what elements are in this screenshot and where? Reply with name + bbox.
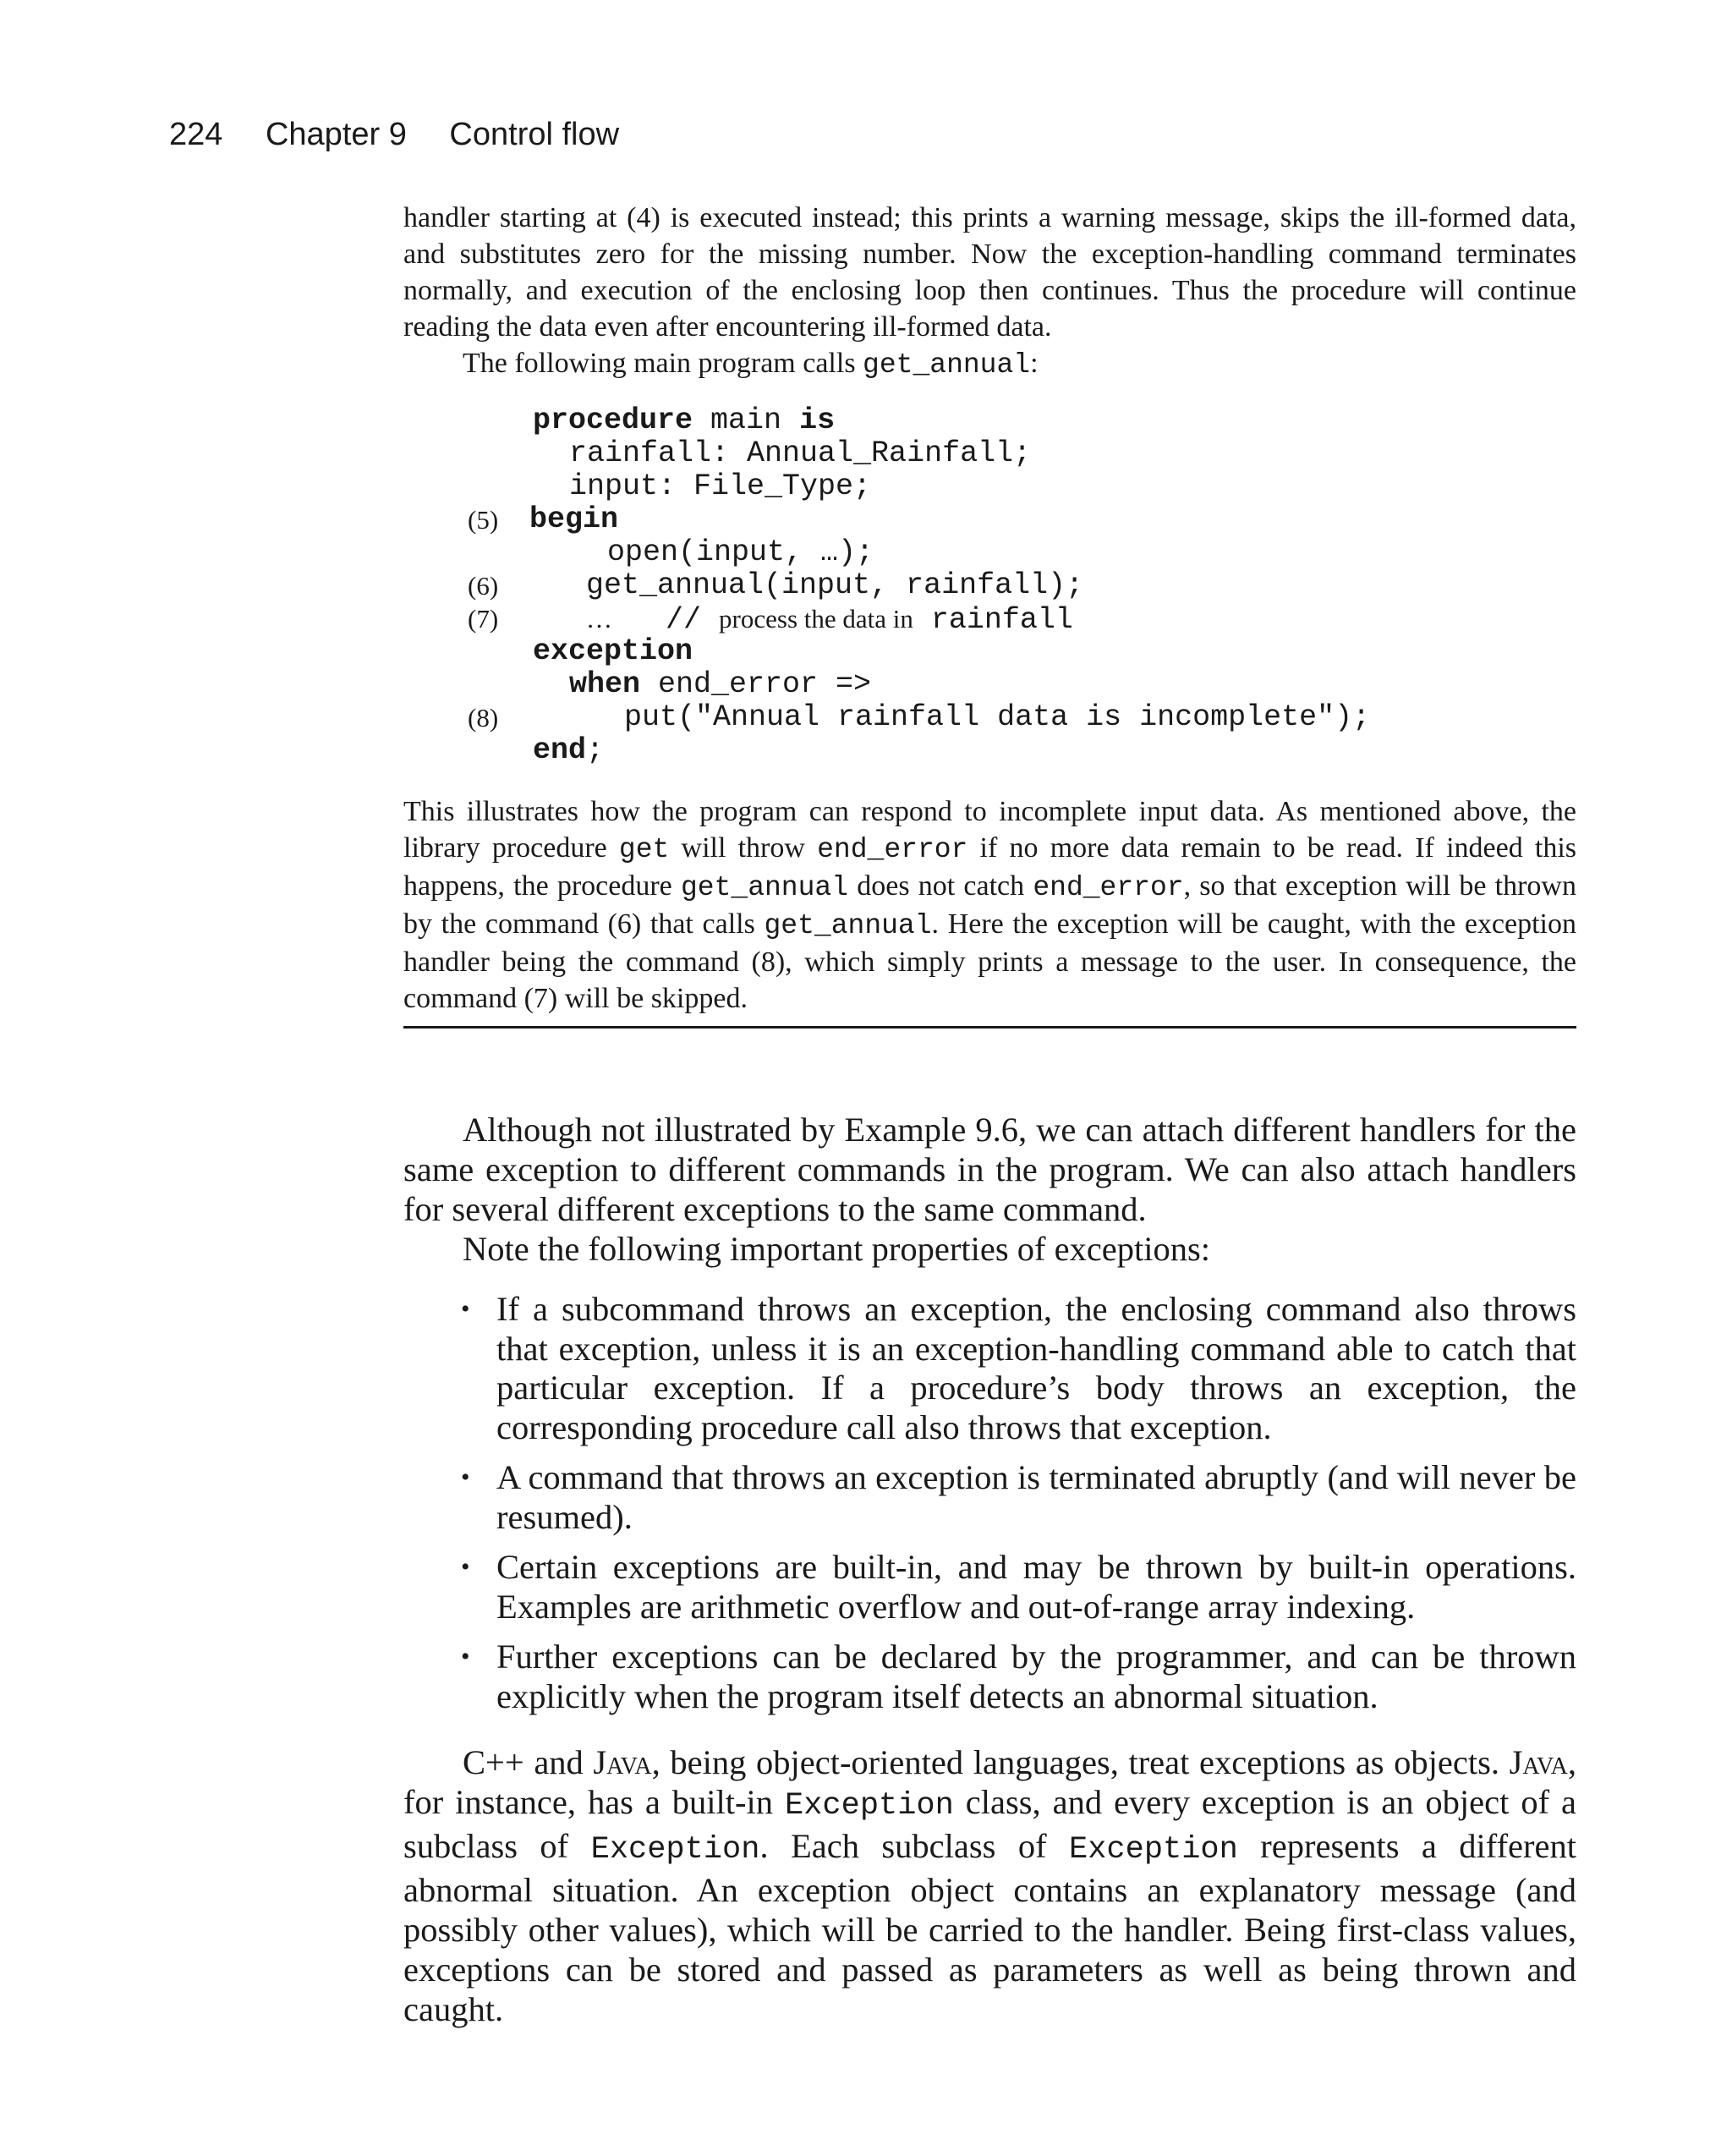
line-number: (8) [468, 703, 499, 732]
bullet-icon: • [461, 1643, 470, 1670]
running-header [169, 117, 619, 164]
inline-code: get [618, 834, 670, 865]
bullet-icon: • [461, 1295, 470, 1323]
example-conclusion [403, 793, 1576, 1017]
paragraph-main-program-intro: The following main program calls get_annual: [463, 348, 1039, 381]
code-line: (7) … // process the data in rainfall [468, 603, 1073, 637]
example-intro [403, 200, 1576, 383]
inline-code: end_error [817, 834, 968, 865]
code-keyword: begin [529, 502, 619, 536]
example-end-rule [403, 1026, 1576, 1029]
paragraph-handler-explanation: handler starting at (4) is executed instead; this prints a warning message, skips the ill-formed data, and substitutes zero for the missing number. Now the exception-handling command terminates normally, and execution of the enclosing loop then continues. Thus the procedure will continue reading the data even after encountering ill-formed data. [403, 202, 1576, 343]
body-text-final [403, 1742, 1576, 2029]
code-listing [468, 404, 1584, 767]
paragraph-java-exceptions: C++ and Java, being object-oriented languages, treat exceptions as objects. Java, for instance, has a built-in Exception class, and every exception is an object of a subclass of Exception. Each subclass of Exception represents a different abnormal situation. An exception object contains an explanatory message (and possibly other values), which will be carried to the handler. Being first-class values, exceptions can be stored and passed as parameters as well as being thrown and caught. [403, 1743, 1576, 2028]
language-name: Java [1509, 1743, 1568, 1781]
code-line: rainfall: Annual_Rainfall; [569, 436, 1032, 470]
inline-code: Exception [1069, 1832, 1238, 1868]
language-name: Java [593, 1743, 652, 1781]
bullet-icon: • [461, 1553, 470, 1581]
code-line: procedure main is [533, 403, 836, 437]
list-item: • Certain exceptions are built-in, and may be thrown by built-in operations. Examples are arithmetic overflow and out-of-range array indexing. [461, 1548, 1576, 1626]
inline-code: get_annual [680, 872, 849, 903]
code-line: input: File_Type; [569, 469, 872, 503]
code-line: end; [533, 733, 605, 767]
code-keyword: procedure [533, 403, 693, 437]
code-line: open(input, …); [607, 535, 874, 569]
inline-code: get_annual [764, 910, 932, 941]
paragraph-handlers: Although not illustrated by Example 9.6, we can attach different handlers for the same exception to different commands in the program. We can also attach handlers for several different exceptions to the same command. [403, 1111, 1576, 1228]
bullet-icon: • [461, 1463, 470, 1491]
page-number: 224 [169, 117, 223, 152]
code-line: (6) get_annual(input, rainfall); [468, 568, 1084, 602]
code-keyword: is [799, 403, 836, 437]
code-line [468, 503, 1584, 536]
paragraph-illustration: This illustrates how the program can respond to incomplete input data. As mentioned above, the library procedure get will throw end_error if no more data remain to be read. If indeed this happens, the procedure get_annual does not catch end_error, so that exception will be thrown by the command (6) that calls get_annual. Here the exception will be caught, with the exception handler being the command (8), which simply prints a message to the user. In consequence, the command (7) will be skipped. [403, 796, 1577, 1014]
line-number: (7) [468, 604, 499, 634]
list-item: • If a subcommand throws an exception, the enclosing command also throws that exception, unless it is an exception-handling command able to catch that particular exception. If a procedure’s body throws an exception, the corresponding procedure call also throws that exception. [461, 1290, 1576, 1446]
inline-code: get_annual [863, 349, 1031, 381]
code-comment: process the data in [719, 604, 913, 634]
code-line: (8) put("Annual rainfall data is incomplete"); [468, 700, 1371, 734]
inline-code: Exception [785, 1788, 954, 1824]
list-item: • Further exceptions can be declared by the programmer, and can be thrown explicitly when the program itself detects an abnormal situation. [461, 1638, 1576, 1715]
code-keyword: end [533, 733, 587, 767]
body-text [403, 1110, 1576, 1269]
code-line [468, 635, 1584, 668]
code-keyword: exception [533, 634, 693, 668]
code-line: when end_error => [569, 667, 872, 701]
line-number: (5) [468, 505, 499, 535]
inline-code: end_error [1033, 872, 1184, 903]
paragraph-properties-intro: Note the following important properties of exceptions: [463, 1230, 1211, 1268]
list-item: • A command that throws an exception is terminated abruptly (and will never be resumed). [461, 1458, 1576, 1536]
properties-list [461, 1290, 1576, 1727]
chapter-title: Control flow [449, 117, 620, 152]
code-keyword: when [569, 667, 641, 701]
chapter-label: Chapter 9 [265, 117, 407, 152]
line-number: (6) [468, 571, 499, 601]
inline-code: Exception [590, 1832, 760, 1868]
